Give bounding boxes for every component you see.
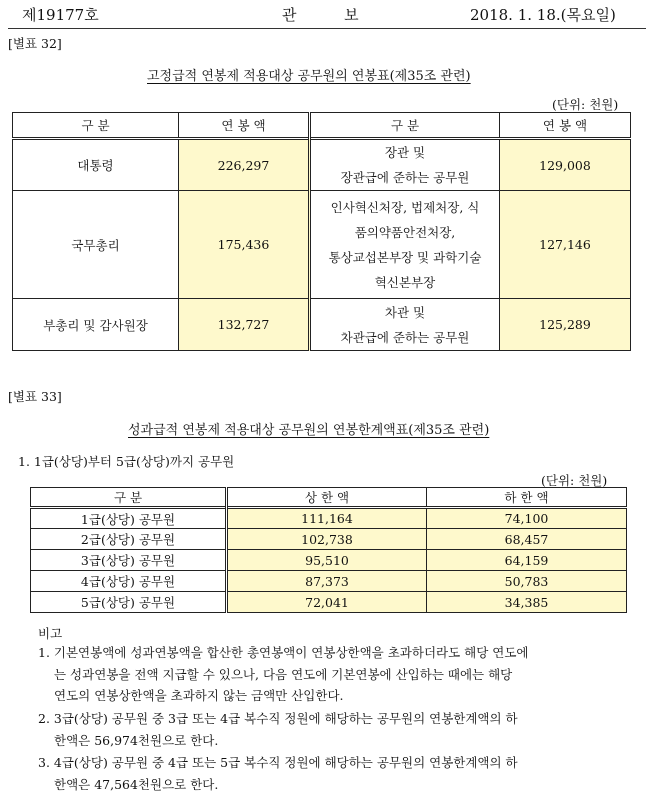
header-salary-right: 연 봉 액 [500, 113, 631, 139]
table-row [13, 191, 631, 299]
annex-33-table [30, 487, 627, 613]
header-rule [8, 28, 646, 29]
issue-number: 제19177호 [22, 6, 99, 24]
note-line: 한액은 56,974천원으로 한다. [54, 732, 219, 748]
note-line: 한액은 47,564천원으로 한다. [54, 776, 219, 792]
note-item [38, 752, 638, 795]
upper-value: 95,510 [227, 550, 427, 571]
header-upper: 상 한 액 [227, 488, 427, 508]
table-row [13, 139, 631, 191]
annex-33-header-row [31, 488, 627, 508]
annex-32-table [12, 112, 631, 351]
lower-value: 64,159 [427, 550, 627, 571]
table-row [31, 571, 627, 592]
label-line: 장관 및 [384, 145, 426, 160]
note-line: 연도의 연봉상한액을 초과하지 않는 금액만 산입한다. [54, 688, 344, 703]
upper-value: 72,041 [227, 592, 427, 613]
annex-33-subtitle: 1. 1급(상당)부터 5급(상당)까지 공무원 [18, 454, 235, 469]
table-row [13, 299, 631, 351]
annex-33-unit: (단위: 천원) [541, 473, 608, 488]
grade-label: 3급(상당) 공무원 [31, 550, 227, 571]
note-line: 1. 기본연봉액에 성과연봉액을 합산한 총연봉액이 연봉상한액을 초과하더라도 해당 연도에 [38, 645, 529, 660]
annex-32-unit: (단위: 천원) [552, 97, 619, 112]
annex-32-header-row [13, 113, 631, 139]
table-row [31, 508, 627, 529]
salary-value: 125,289 [500, 299, 631, 351]
notes-list [38, 642, 638, 802]
label-line: 인사혁신처장, 법제처장, 식 [330, 199, 480, 215]
header-lower: 하 한 액 [427, 488, 627, 508]
position-label [310, 191, 500, 299]
label-line: 차관 및 [384, 304, 426, 320]
grade-label: 5급(상당) 공무원 [31, 592, 227, 613]
lower-value: 50,783 [427, 571, 627, 592]
salary-value: 132,727 [179, 299, 310, 351]
upper-value: 111,164 [227, 508, 427, 529]
upper-value: 102,738 [227, 529, 427, 550]
lower-value: 34,385 [427, 592, 627, 613]
notes-heading: 비고 [38, 626, 63, 641]
note-line: 3. 4급(상당) 공무원 중 4급 또는 5급 복수직 정원에 해당하는 공무원의 연봉한계액의 하 [38, 755, 518, 770]
upper-value: 87,373 [227, 571, 427, 592]
annex-32-title: 고정급적 연봉제 적용대상 공무원의 연봉표(제35조 관련) [147, 69, 471, 84]
label-line: 품의약품안전처장, [354, 224, 456, 240]
salary-value: 129,008 [500, 139, 631, 191]
grade-label: 4급(상당) 공무원 [31, 571, 227, 592]
annex-32-tag: [별표 32] [8, 36, 62, 51]
header-category-right: 구 분 [310, 113, 500, 139]
annex-33-tag: [별표 33] [8, 389, 62, 404]
grade-label: 1급(상당) 공무원 [31, 508, 227, 529]
position-label: 대통령 [13, 139, 179, 191]
label-line: 차관급에 준하는 공무원 [340, 329, 470, 345]
salary-value: 127,146 [500, 191, 631, 299]
label-line: 혁신본부장 [374, 274, 436, 290]
note-item [38, 642, 638, 707]
table-row [31, 529, 627, 550]
table-row [31, 550, 627, 571]
salary-value: 226,297 [179, 139, 310, 191]
table-row [31, 592, 627, 613]
header-salary-left: 연 봉 액 [179, 113, 310, 139]
gazette-title: 관 보 [282, 6, 359, 24]
position-label [310, 299, 500, 351]
grade-label: 2급(상당) 공무원 [31, 529, 227, 550]
lower-value: 74,100 [427, 508, 627, 529]
position-label [310, 139, 500, 191]
salary-value: 175,436 [179, 191, 310, 299]
label-line: 통상교섭본부장 및 과학기술 [328, 249, 482, 265]
position-label: 국무총리 [13, 191, 179, 299]
header-category: 구 분 [31, 488, 227, 508]
position-label: 부총리 및 감사원장 [13, 299, 179, 351]
note-line: 2. 3급(상당) 공무원 중 3급 또는 4급 복수직 정원에 해당하는 공무원의 연봉한계액의 하 [38, 711, 518, 726]
issue-date: 2018. 1. 18.(목요일) [470, 6, 616, 24]
lower-value: 68,457 [427, 529, 627, 550]
note-item [38, 708, 638, 751]
annex-33-title: 성과급적 연봉제 적용대상 공무원의 연봉한계액표(제35조 관련) [128, 423, 490, 438]
header-category-left: 구 분 [13, 113, 179, 139]
note-line: 는 성과연봉을 전액 지급할 수 있으나, 다음 연도에 기본연봉에 산입하는 때에는 해당 [54, 666, 513, 682]
label-line: 장관급에 준하는 공무원 [340, 170, 470, 185]
